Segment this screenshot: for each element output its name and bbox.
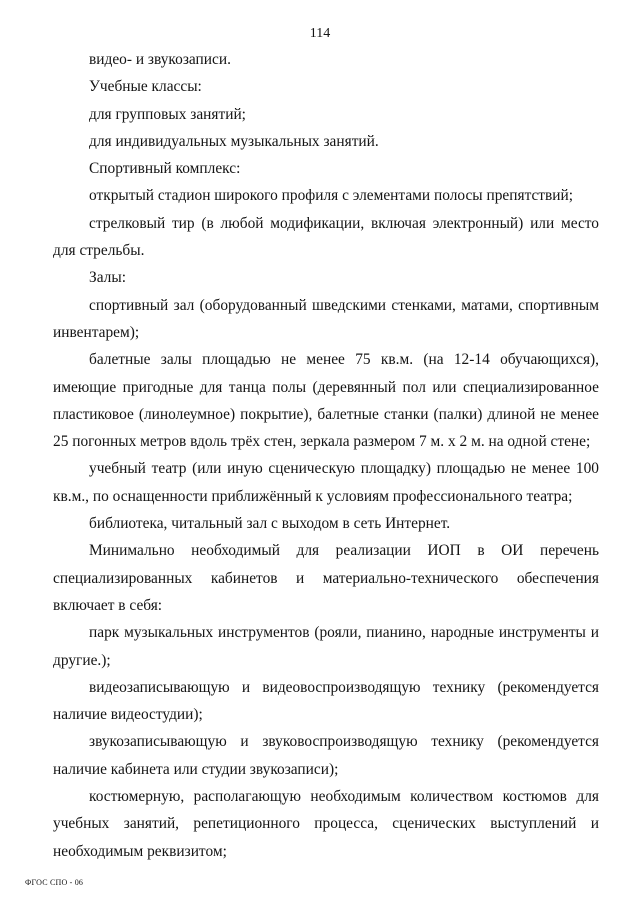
paragraph-minimum-list: Минимально необходимый для реализации ИОП в ОИ перечень специализированных кабинетов и материально-технического обеспечения включает в себя:: [53, 542, 599, 614]
paragraph-stadium: открытый стадион широкого профиля с элементами полосы препятствий;: [89, 187, 574, 205]
paragraph-sports-complex-heading: Спортивный комплекс:: [89, 160, 241, 178]
paragraph-audio-equipment: звукозаписывающую и звуковоспроизводящую технику (рекомендуется наличие кабинета или студии звукозаписи);: [53, 733, 599, 778]
paragraph-library: библиотека, читальный зал с выходом в сеть Интернет.: [89, 515, 451, 533]
paragraph-individual-classes: для индивидуальных музыкальных занятий.: [89, 132, 379, 150]
paragraph-instruments: парк музыкальных инструментов (рояли, пианино, народные инструменты и другие.);: [53, 624, 599, 669]
page-number: 114: [309, 26, 331, 41]
document-body: [53, 46, 599, 865]
paragraph-halls-heading: Залы:: [89, 269, 126, 287]
paragraph-shooting-range: стрелковый тир (в любой модификации, включая электронный) или место для стрельбы.: [53, 214, 599, 260]
page-footer: ФГОС СПО - 06: [25, 878, 84, 887]
paragraph-sports-hall: спортивный зал (оборудованный шведскими стенками, матами, спортивным инвентарем);: [53, 296, 599, 341]
paragraph-costume-room: костюмерную, располагающую необходимым количеством костюмов для учебных занятий, репетиционного процесса, сценических выступлений и необходимым реквизитом;: [53, 788, 599, 860]
paragraph-group-classes: для групповых занятий;: [89, 105, 246, 123]
paragraph-video-equipment: видеозаписывающую и видеовоспроизводящую технику (рекомендуется наличие видеостудии);: [53, 678, 599, 724]
paragraph-video-audio: видео- и звукозаписи.: [89, 51, 231, 68]
paragraph-classrooms-heading: Учебные классы:: [89, 78, 202, 96]
paragraph-training-theatre: учебный театр (или иную сценическую площадку) площадью не менее 100 кв.м., по оснащенности приближённый к условиям профессионального театра;: [53, 460, 599, 505]
paragraph-ballet-halls: балетные залы площадью не менее 75 кв.м. (на 12-14 обучающихся), имеющие пригодные для танца полы (деревянный пол или специализированное пластиковое (линолеумное) покрытие), балетные станки (палки) длиной не менее 25 погонных метров вдоль трёх стен, зеркала размером 7 м. х 2 м. на одной стене;: [53, 351, 599, 451]
